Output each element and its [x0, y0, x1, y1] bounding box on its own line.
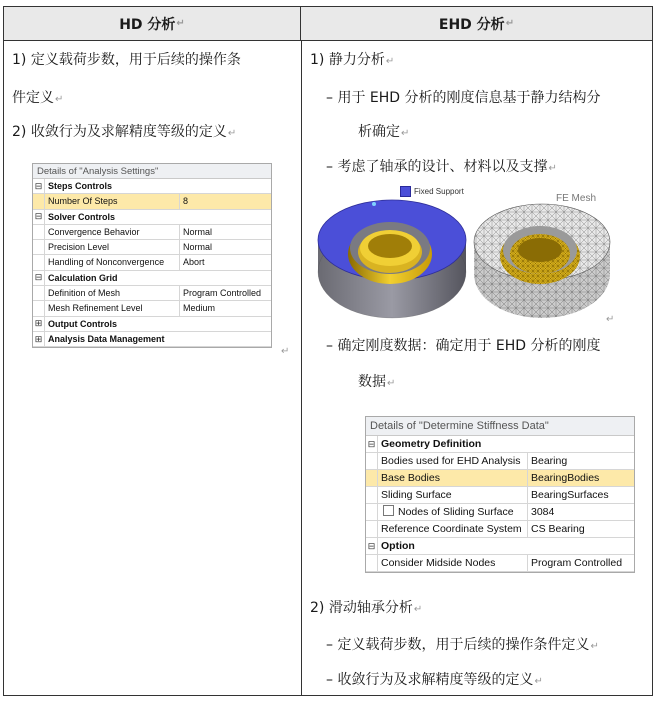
- property-value[interactable]: 3084: [531, 506, 555, 518]
- property-name-text: Number Of Steps: [48, 196, 118, 207]
- parameter-checkbox[interactable]: [383, 505, 394, 516]
- as-group-row[interactable]: [33, 317, 271, 332]
- row-gutter: [366, 470, 378, 486]
- right-bullet-5: – 收敛行为及求解精度等级的定义↵: [326, 672, 543, 688]
- as-group-row[interactable]: [33, 271, 271, 286]
- sd-property-row[interactable]: [366, 504, 634, 521]
- right-bullet-2: – 考虑了轴承的设计、材料以及支撑↵: [326, 159, 557, 175]
- sd-property-row[interactable]: [366, 487, 634, 504]
- property-value[interactable]: Normal: [183, 226, 213, 237]
- property-name-text: Handling of Nonconvergence: [48, 257, 165, 268]
- property-name-text: Sliding Surface: [381, 489, 452, 501]
- property-value[interactable]: Program Controlled: [531, 557, 623, 569]
- property-name: [45, 255, 180, 269]
- analysis-settings-title: Details of "Analysis Settings": [33, 164, 271, 179]
- sd-property-row[interactable]: [366, 453, 634, 470]
- bearing-fe-mesh-image: [468, 196, 618, 324]
- row-gutter: [33, 301, 45, 315]
- row-gutter: [366, 487, 378, 503]
- expand-collapse-icon[interactable]: ⊟: [366, 436, 378, 452]
- row-gutter: [366, 504, 378, 520]
- right-bullet-3-line-2-text: 数据: [358, 374, 386, 390]
- property-name-text: Nodes of Sliding Surface: [398, 506, 514, 518]
- right-bullet-3-line-1: – 确定刚度数据：确定用于 EHD 分析的刚度: [326, 338, 601, 354]
- property-name: [45, 225, 180, 239]
- property-name-text: Analysis Data Management: [48, 333, 165, 344]
- right-item-1: 1) 静力分析↵: [310, 52, 395, 68]
- right-bullet-1-line-2-text: 析确定: [358, 124, 400, 140]
- right-bullet-4: – 定义载荷步数，用于后续的操作条件定义↵: [326, 637, 599, 653]
- property-name: [45, 271, 180, 285]
- property-name: [378, 521, 528, 537]
- sd-group-row[interactable]: [366, 436, 634, 453]
- property-name: [45, 179, 180, 193]
- property-name: [378, 504, 528, 520]
- property-name-text: Geometry Definition: [381, 438, 482, 450]
- property-value[interactable]: BearingBodies: [531, 472, 600, 484]
- right-bullet-1-line-1: – 用于 EHD 分析的刚度信息基于静力结构分: [326, 90, 601, 106]
- header-hd-analysis: HD 分析 ↵: [4, 7, 301, 41]
- fe-mesh-label: FE Mesh: [556, 193, 597, 204]
- property-value[interactable]: BearingSurfaces: [531, 489, 609, 501]
- header-ehd-analysis: EHD 分析 ↵: [301, 7, 652, 41]
- property-name: [45, 240, 180, 254]
- property-value[interactable]: Bearing: [531, 455, 568, 467]
- right-item-1-text: 1) 静力分析: [310, 52, 385, 68]
- property-name-text: Reference Coordinate System: [381, 523, 522, 535]
- property-value[interactable]: Program Controlled: [183, 288, 262, 299]
- row-gutter: [33, 194, 45, 208]
- as-property-row[interactable]: [33, 286, 271, 301]
- property-value[interactable]: Abort: [183, 257, 205, 268]
- right-item-2-text: 2) 滑动轴承分析: [310, 600, 413, 616]
- right-bullet-5-text: – 收敛行为及求解精度等级的定义: [326, 672, 534, 688]
- as-property-row[interactable]: [33, 255, 271, 270]
- sd-property-row[interactable]: [366, 555, 634, 572]
- sd-property-row[interactable]: [366, 470, 634, 487]
- property-name: [45, 286, 180, 300]
- column-divider: [301, 41, 302, 695]
- property-name-text: Calculation Grid: [48, 272, 118, 283]
- header-hd-text: HD 分析: [119, 16, 176, 33]
- stiffness-data-title: Details of "Determine Stiffness Data": [366, 417, 634, 436]
- property-name-text: Output Controls: [48, 318, 117, 329]
- property-name: [45, 301, 180, 315]
- property-name-text: Base Bodies: [381, 472, 440, 484]
- property-value[interactable]: Normal: [183, 242, 213, 253]
- row-gutter: [33, 255, 45, 269]
- left-item-1-line-1: 1) 定义载荷步数，用于后续的操作条: [12, 52, 241, 68]
- as-property-row[interactable]: [33, 240, 271, 255]
- right-bullet-1-line-2: 析确定↵: [358, 124, 410, 140]
- bearing-fixed-support-image: [312, 192, 472, 324]
- property-name: [378, 555, 528, 571]
- row-gutter: [33, 240, 45, 254]
- property-name: [45, 210, 180, 224]
- property-value[interactable]: CS Bearing: [531, 523, 585, 535]
- property-name: [45, 194, 180, 208]
- property-name-text: Mesh Refinement Level: [48, 303, 143, 314]
- right-bullet-4-text: – 定义载荷步数，用于后续的操作条件定义: [326, 637, 590, 653]
- property-name: [378, 470, 528, 486]
- sd-group-row[interactable]: [366, 538, 634, 555]
- property-name: [378, 436, 528, 452]
- property-name: [45, 317, 180, 331]
- row-gutter: [33, 225, 45, 239]
- property-name-text: Solver Controls: [48, 211, 116, 222]
- property-name-text: Bodies used for EHD Analysis: [381, 455, 521, 467]
- property-name: [378, 538, 528, 554]
- as-group-row[interactable]: [33, 332, 271, 347]
- property-name: [378, 487, 528, 503]
- left-item-2-text: 2) 收敛行为及求解精度等级的定义: [12, 124, 227, 140]
- stiffness-data-panel: [365, 416, 635, 573]
- property-name-text: Precision Level: [48, 242, 110, 253]
- property-name-text: Consider Midside Nodes: [381, 557, 496, 569]
- expand-collapse-icon[interactable]: ⊟: [33, 271, 45, 285]
- property-value[interactable]: 8: [183, 196, 189, 207]
- property-name: [45, 332, 180, 346]
- row-gutter: [366, 453, 378, 469]
- left-item-1-line-2-text: 件定义: [12, 90, 54, 106]
- as-group-row[interactable]: [33, 179, 271, 194]
- header-ehd-text: EHD 分析: [438, 16, 505, 33]
- expand-collapse-icon[interactable]: ⊟: [33, 179, 45, 193]
- as-property-row[interactable]: [33, 194, 271, 209]
- fixed-support-label: Fixed Support: [414, 187, 464, 196]
- expand-collapse-icon[interactable]: ⊞: [33, 332, 45, 346]
- row-gutter: [366, 555, 378, 571]
- as-property-row[interactable]: [33, 225, 271, 240]
- property-name-text: Steps Controls: [48, 181, 113, 191]
- left-item-1-line-2: 件定义↵: [12, 90, 64, 106]
- right-bullet-3-line-2: 数据↵: [358, 374, 396, 390]
- row-gutter: [366, 521, 378, 537]
- property-name-text: Option: [381, 540, 415, 552]
- analysis-settings-panel: [32, 163, 272, 348]
- expand-collapse-icon[interactable]: ⊞: [33, 317, 45, 331]
- sd-property-row[interactable]: [366, 521, 634, 538]
- left-item-2: 2) 收敛行为及求解精度等级的定义↵: [12, 124, 237, 140]
- right-bullet-2-text: – 考虑了轴承的设计、材料以及支撑: [326, 159, 548, 175]
- property-name-text: Convergence Behavior: [48, 226, 140, 237]
- expand-collapse-icon[interactable]: ⊟: [366, 538, 378, 554]
- property-value[interactable]: Medium: [183, 303, 216, 314]
- property-name: [378, 453, 528, 469]
- as-group-row[interactable]: [33, 210, 271, 225]
- property-name-text: Definition of Mesh: [48, 288, 121, 299]
- expand-collapse-icon[interactable]: ⊟: [33, 210, 45, 224]
- as-property-row[interactable]: [33, 301, 271, 316]
- row-gutter: [33, 286, 45, 300]
- right-item-2: 2) 滑动轴承分析↵: [310, 600, 423, 616]
